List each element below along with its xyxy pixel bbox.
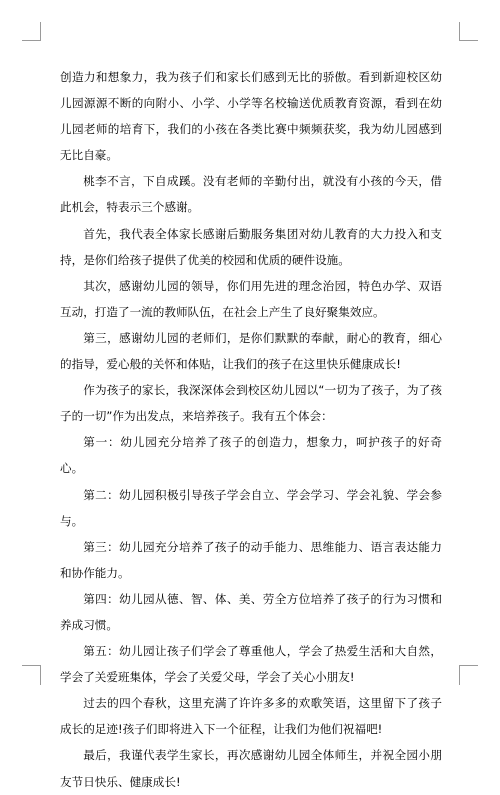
crop-mark-top-right	[459, 22, 460, 41]
paragraph: 创造力和想象力，我为孩子们和家长们感到无比的骄傲。看到新迎校区幼儿园源源不断的向附小、小学、小学等名校输送优质教育资源，看到在幼儿园老师的培育下，我们的小孩在各类比赛中频频获奖，我为幼儿园感到无比自豪。	[60, 70, 442, 163]
crop-mark-bottom-left	[22, 665, 40, 666]
crop-mark-top-left	[40, 22, 41, 41]
crop-mark-bottom-right	[459, 665, 460, 685]
paragraph: 最后，我谨代表学生家长，再次感谢幼儿园全体师生，并祝全园小朋友节日快乐、健康成长!	[60, 748, 442, 789]
paragraph: 首先，我代表全体家长感谢后勤服务集团对幼儿教育的大力投入和支持，是你们给孩子提供了优美的校园和优质的硬件设施。	[60, 226, 442, 267]
paragraph: 作为孩子的家长，我深深体会到校区幼儿园以“一切为了孩子，为了孩子的一切”作为出发点，来培养孩子。我有五个体会：	[60, 383, 442, 424]
crop-mark-top-left	[22, 40, 40, 41]
paragraph: 第五：幼儿园让孩子们学会了尊重他人，学会了热爱生活和大自然，学会了关爱班集体，学会了关爱父母，学会了关心小朋友!	[60, 644, 442, 685]
paragraph: 其次，感谢幼儿园的领导，你们用先进的理念治园，特色办学、双语互动，打造了一流的教师队伍，在社会上产生了良好聚集效应。	[60, 278, 442, 319]
paragraph: 过去的四个春秋，这里充满了许许多多的欢歌笑语，这里留下了孩子成长的足迹!孩子们即将进入下一个征程，让我们为他们祝福吧!	[60, 696, 442, 737]
paragraph: 第三：幼儿园充分培养了孩子的动手能力、思维能力、语言表达能力和协作能力。	[60, 539, 442, 580]
paragraph: 第二：幼儿园积极引导孩子学会自立、学会学习、学会礼貌、学会参与。	[60, 487, 442, 528]
paragraph: 第一：幼儿园充分培养了孩子的创造力，想象力，呵护孩子的好奇心。	[60, 435, 442, 476]
crop-mark-bottom-right	[460, 665, 478, 666]
paragraph: 第四：幼儿园从德、智、体、美、劳全方位培养了孩子的行为习惯和养成习惯。	[60, 591, 442, 632]
document-body	[60, 64, 442, 795]
crop-mark-top-right	[460, 40, 478, 41]
paragraph: 桃李不言，下自成蹊。没有老师的辛勤付出，就没有小孩的今天，借此机会，特表示三个感谢。	[60, 174, 442, 215]
crop-mark-bottom-left	[40, 665, 41, 685]
paragraph: 第三，感谢幼儿园的老师们，是你们默默的奉献，耐心的教育，细心的指导，爱心般的关怀和体贴，让我们的孩子在这里快乐健康成长!	[60, 330, 442, 372]
